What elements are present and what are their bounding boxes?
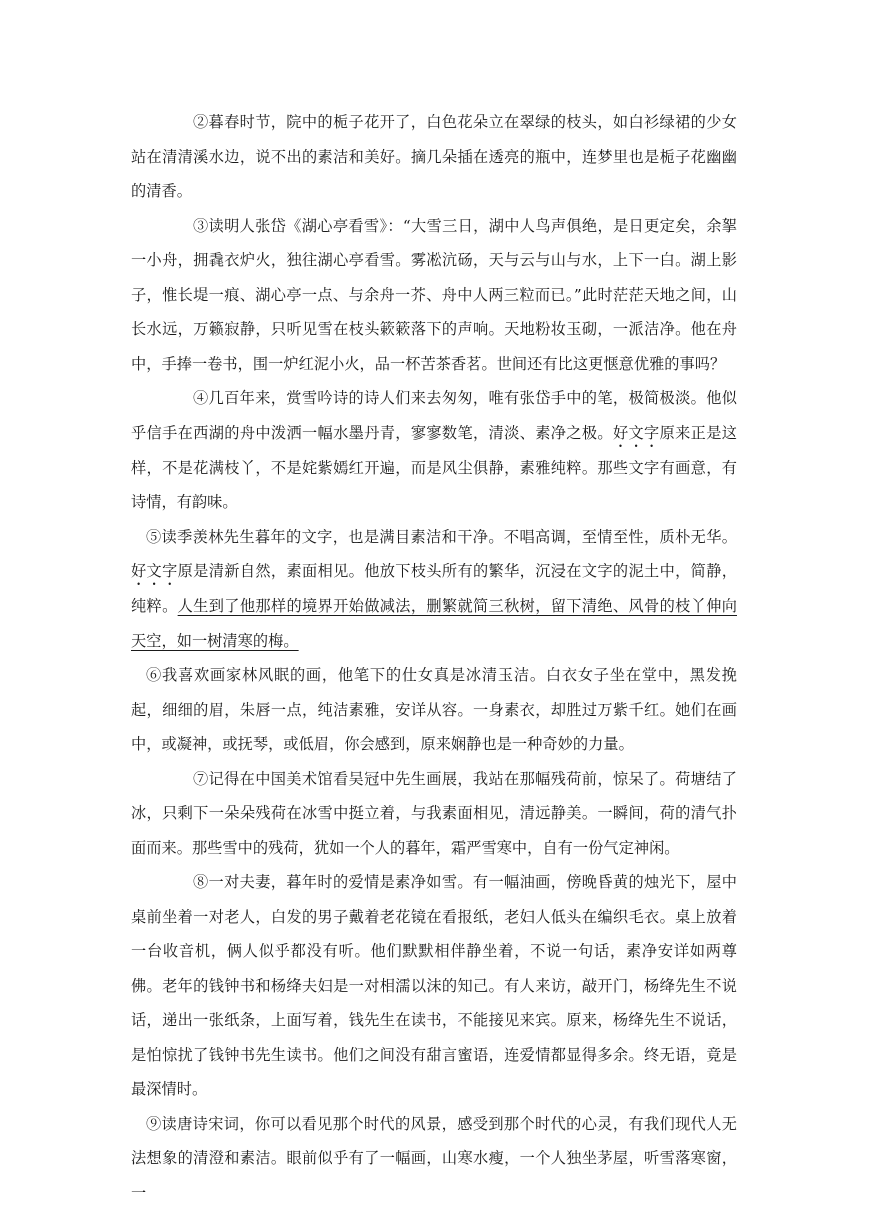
paragraph-5-text-before: ⑤读季羡林先生暮年的文字，也是满目素洁和干净。不唱高调，至情至性，质朴无华。 — [146, 527, 737, 546]
document-page — [131, 105, 737, 1210]
emphasized-phrase: 好文字 — [131, 562, 178, 580]
paragraph-4-text-after: 原来正是这样，不是花满枝丫，不是姹紫嫣红开遍，而是风尘俱静，素雅纯粹。那些文字有画意，有诗情，有韵味。 — [131, 423, 737, 511]
paragraph-2: ②暮春时节，院中的栀子花开了，白色花朵立在翠绿的枝头，如白衫绿裙的少女站在清清溪水边，说不出的素洁和美好。摘几朵插在透亮的瓶中，连梦里也是栀子花幽幽的清香。 — [131, 113, 737, 200]
emphasized-phrase: 好文字 — [612, 423, 660, 442]
paragraph-7: ⑦记得在中国美术馆看吴冠中先生画展，我站在那幅残荷前，惊呆了。荷塘结了冰，只剩下一朵朵残荷在冰雪中挺立着，与我素面相见，清远静美。一瞬间，荷的清气扑面而来。那些雪中的残荷，犹如一个人的暮年，霜严雪寒中，自有一份气定神闲。 — [131, 769, 737, 857]
underlined-sentence: 人生到了他那样的境界开始做减法，删繁就简三秋树，留下清绝、风骨的枝丫伸向天空，如一树清寒的梅。 — [131, 597, 737, 650]
paragraph-4-text-before: ④几百年来，赏雪吟诗的诗人们来去匆匆，唯有张岱手中的笔，极简极淡。他似乎信手在西湖的舟中泼洒一幅水墨丹青，寥寥数笔，清淡、素净之极。 — [131, 389, 737, 442]
paragraph-3: ③读明人张岱《湖心亭看雪》：“大雪三日，湖中人鸟声俱绝，是日更定矣，余挐一小舟，拥毳衣炉火，独往湖心亭看雪。雾凇沆砀，天与云与山与水，上下一白。湖上影子，惟长堤一痕、湖心亭一点、与余舟一芥、舟中人两三粒而已。”此时茫茫天地之间，山长水远，万籁寂静，只听见雪在枝头簌簌落下的声响。天地粉妆玉砌，一派洁净。他在舟中，手捧一卷书，围一炉红泥小火，品一杯苦茶香茗。世间还有比这更惬意优雅的事吗？ — [131, 216, 737, 373]
paragraph-4 — [131, 381, 737, 520]
paragraph-8: ⑧一对夫妻，暮年时的爱情是素净如雪。有一幅油画，傍晚昏黄的烛光下，屋中桌前坐着一对老人，白发的男子戴着老花镜在看报纸，老妇人低头在编织毛衣。桌上放着一台收音机，俩人似乎都没有听。他们默默相伴静坐着，不说一句话，素净安详如两尊佛。老年的钱钟书和杨绛夫妇是一对相濡以沫的知己。有人来访，敲开门，杨绛先生不说话，递出一张纸条，上面写着，钱先生在读书，不能接见来宾。原来，杨绛先生不说话，是怕惊扰了钱钟书先生读书。他们之间没有甜言蜜语，连爱情都显得多余。终无语，竟是最深情时。 — [131, 873, 737, 1098]
paragraph-5 — [131, 520, 737, 659]
paragraph-6: ⑥我喜欢画家林风眠的画，他笔下的仕女真是冰清玉洁。白衣女子坐在堂中，黑发挽起，细细的眉，朱唇一点，纯洁素雅，安详从容。一身素衣，却胜过万紫千红。她们在画中，或凝神，或抚琴，或低眉，你会感到，原来娴静也是一种奇妙的力量。 — [131, 666, 737, 753]
paragraph-5-text-middle: 原是清新自然，素面相见。他放下枝头所有的繁华，沉浸在文字的泥土中，简静，纯粹。 — [131, 562, 737, 615]
paragraph-9: ⑨读唐诗宋词，你可以看见那个时代的风景，感受到那个时代的心灵，有我们现代人无法想象的清澄和素洁。眼前似乎有了一幅画，山寒水瘦，一个人独坐茅屋，听雪落寒窗，一 — [131, 1114, 737, 1202]
